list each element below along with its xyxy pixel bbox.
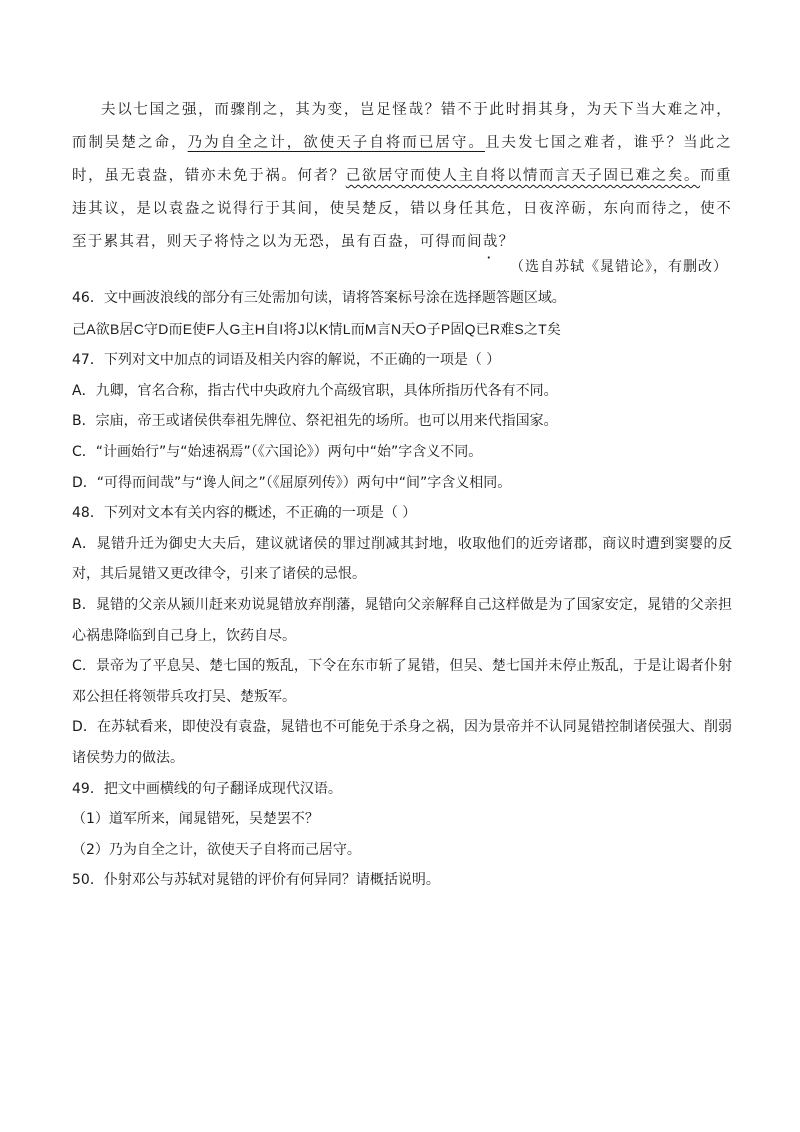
segment-character: 人: [215, 321, 230, 338]
segment-label: R: [489, 320, 501, 337]
segment-label: G: [229, 320, 241, 337]
segment-character: 将: [283, 321, 298, 338]
segment-label: I: [279, 320, 284, 337]
question-46-segments: [72, 314, 732, 346]
segment-character: 矣: [546, 321, 562, 338]
question-49-stem: 49．把文中画横线的句子翻译成现代汉语。: [72, 780, 342, 797]
question-47-option-c: C．“计画始行”与“始速祸焉”（《六国论》）两句中“始”字含义不同。: [72, 443, 483, 460]
segment-character: 自: [265, 321, 280, 338]
segment-label: F: [206, 320, 216, 337]
question-47-stem: 47．下列对文中加点的词语及相关内容的解说，不正确的一项是（ ）: [72, 352, 501, 369]
segment-label: C: [133, 320, 145, 337]
segment-character: 而: [168, 321, 183, 338]
segment-character: 固: [450, 321, 465, 338]
passage-text: 且夫发七国之难者，谁乎？当此之时，虽无袁盎，错亦未免于祸。何者？: [72, 135, 732, 184]
segment-label: N: [391, 320, 402, 337]
segment-character: 天: [401, 321, 416, 338]
question-48-option-d: D．在苏轼看来，即使没有袁盎，晁错也不可能免于杀身之祸，因为景帝并不认同晁错控制诸侯强大、削弱诸侯势力的做法。: [72, 719, 732, 766]
passage-text: 而重违其议，是以袁盎之说得行于其间，使吴楚反，错以身任其危，日夜淬砺，东向而待之，使不至于累其君，则天子将恃之以为无恐，虽有百盎，可得而: [72, 168, 732, 250]
segment-character: 主: [240, 321, 255, 338]
segment-character: 己: [72, 321, 87, 338]
question-49-item-2: （2）乃为自全之计，欲使天子自将而己居守。: [72, 841, 361, 858]
segment-character: 欲: [95, 321, 110, 338]
segment-label: K: [318, 320, 329, 337]
segment-label: Q: [464, 320, 476, 337]
segment-label: E: [182, 320, 193, 337]
passage-source: （选自苏轼《晁错论》，有删改）: [510, 259, 728, 275]
classical-passage: [72, 94, 732, 259]
segment-label: J: [297, 320, 305, 337]
passage-text: 哉？: [482, 234, 515, 250]
segment-character: 居: [119, 321, 134, 338]
question-48-option-c: C．景帝为了平息吴、楚七国的叛乱，下令在东市斩了晁错，但吴、楚七国并未停止叛乱，于是让谒者仆射邓公担任将领带兵攻打吴、楚叛军。: [72, 658, 732, 705]
segment-character: 而: [350, 321, 365, 338]
segment-label: D: [158, 320, 169, 337]
segment-label: M: [364, 320, 377, 337]
segment-character: 子: [426, 321, 441, 338]
segment-label: L: [342, 320, 351, 337]
segment-label: B: [109, 320, 120, 337]
question-48-stem: 48．下列对文本有关内容的概述，不正确的一项是（ ）: [72, 505, 417, 522]
segment-character: 情: [328, 321, 343, 338]
question-49-item-1: （1）道军所来，闻晁错死，吴楚罢不？: [72, 811, 319, 828]
question-50-stem: 50．仆射邓公与苏轼对晁错的评价有何异同？请概括说明。: [72, 872, 440, 889]
question-47-option-b: B．宗庙，帝王或诸侯供奉祖先牌位、祭祀祖先的场所。也可以用来代指国家。: [72, 413, 558, 430]
segment-character: 之: [523, 321, 539, 338]
segment-character: 已: [475, 321, 490, 338]
question-46-stem: 46．文中画波浪线的部分有三处需加句读，请将答案标号涂在选择题答题区域。: [72, 290, 566, 306]
segment-label: O: [415, 320, 427, 337]
segment-label: P: [440, 320, 451, 337]
questions-section: [72, 283, 732, 896]
question-48-option-a: A．晁错升迁为御史大夫后，建议就诸侯的罪过削减其封地，收取他们的近旁诸郡，商议时遭到窦婴的反对，其后晁错又更改律令，引来了诸侯的忌恨。: [72, 535, 732, 583]
segment-label: A: [86, 320, 96, 337]
question-48-option-b: B．晁错的父亲从颍川赶来劝说晁错放弃削藩，晁错向父亲解释自己这样做是为了国家安定，晁错的父亲担心祸患降临到自己身上，饮药自尽。: [72, 596, 732, 644]
segment-label: T: [538, 320, 547, 337]
segment-label: S: [514, 320, 524, 337]
segment-character: 难: [500, 321, 515, 338]
segment-character: 守: [144, 321, 159, 338]
dotted-character: 间: [467, 234, 483, 250]
question-47-option-d: D．“可得而间哉”与“谗人间之”（《屈原列传》）两句中“间”字含义相同。: [72, 474, 512, 491]
passage-paragraph: [72, 94, 732, 259]
segment-character: 以: [304, 321, 319, 338]
underlined-sentence: 乃为自全之计，欲使天子自将而已居守。: [187, 135, 485, 151]
segment-character: 言: [376, 321, 391, 338]
question-47-option-a: A．九卿，官名合称，指古代中央政府九个高级官职，具体所指历代各有不同。: [72, 382, 558, 399]
wavy-underlined-sentence: 己欲居守而使人主自将以情而言天子固已难之矣。: [345, 168, 701, 184]
segment-character: 使: [192, 321, 207, 338]
passage-text: 夫以七国之强，而骤削之，其为变，岂足怪哉？错不于此时捐其身，为天下当大难之冲，而制吴楚之命，: [72, 102, 732, 151]
segment-label: H: [254, 320, 266, 337]
